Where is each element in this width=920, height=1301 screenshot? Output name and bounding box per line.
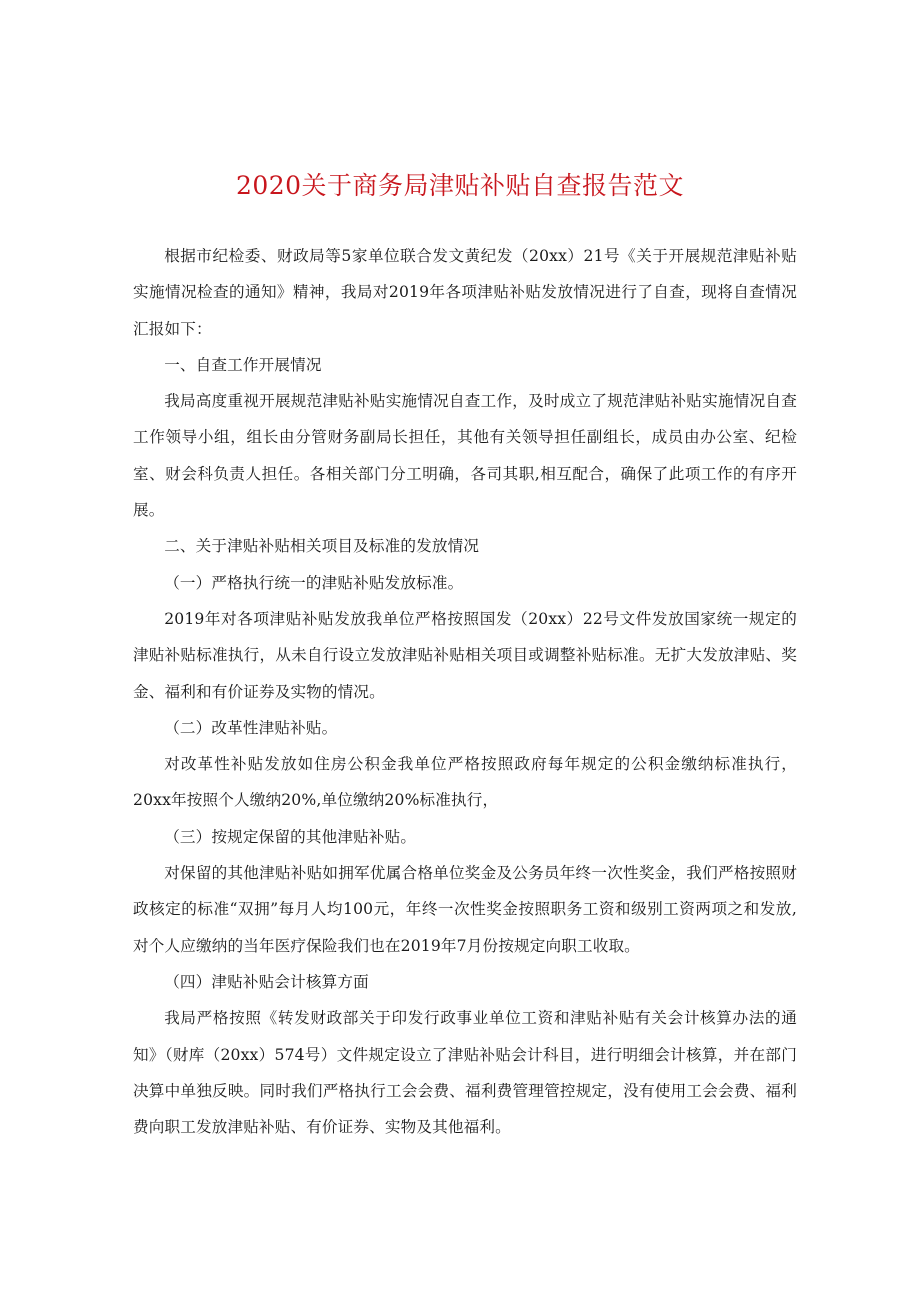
document-body — [133, 238, 797, 1145]
subsection-heading-2: （二）改革性津贴补贴。 — [164, 718, 338, 737]
subsection-1-paragraph: 2019年对各项津贴补贴发放我单位严格按照国发（20xx）22号文件发放国家统一规定的津贴补贴标准执行，从未自行设立发放津贴补贴相关项目或调整补贴标准。无扩大发放津贴、奖金、福利和有价证券及实物的情况。 — [133, 609, 797, 701]
document-title: 2020关于商务局津贴补贴自查报告范文 — [235, 171, 685, 200]
subsection-3-paragraph: 对保留的其他津贴补贴如拥军优属合格单位奖金及公务员年终一次性奖金，我们严格按照财政核定的标准“双拥”每月人均100元，年终一次性奖金按照职务工资和级别工资两项之和发放,对个人应缴纳的当年医疗保险我们也在2019年7月份按规定向职工收取。 — [133, 864, 797, 955]
subsection-heading-4: （四）津贴补贴会计核算方面 — [164, 972, 369, 991]
section-1-paragraph: 我局高度重视开展规范津贴补贴实施情况自查工作，及时成立了规范津贴补贴实施情况自查工作领导小组，组长由分管财务副局长担任，其他有关领导担任副组长，成员由办公室、纪检室、财会科负责人担任。各相关部门分工明确，各司其职,相互配合，确保了此项工作的有序开展。 — [133, 392, 797, 520]
subsection-heading-3: （三）按规定保留的其他津贴补贴。 — [164, 827, 417, 846]
section-heading-1: 一、自查工作开展情况 — [164, 355, 322, 374]
subsection-2-paragraph: 对改革性补贴发放如住房公积金我单位严格按照政府每年规定的公积金缴纳标准执行，20xx年按照个人缴纳20%,单位缴纳20%标准执行， — [133, 755, 797, 810]
subsection-heading-1: （一）严格执行统一的津贴补贴发放标准。 — [164, 573, 464, 592]
section-heading-2: 二、关于津贴补贴相关项目及标准的发放情况 — [164, 537, 480, 556]
intro-paragraph: 根据市纪检委、财政局等5家单位联合发文黄纪发（20xx）21号《关于开展规范津贴补贴实施情况检查的通知》精神，我局对2019年各项津贴补贴发放情况进行了自查，现将自查情况汇报如下： — [133, 247, 797, 338]
subsection-4-paragraph: 我局严格按照《转发财政部关于印发行政事业单位工资和津贴补贴有关会计核算办法的通知》（财库（20xx）574号）文件规定设立了津贴补贴会计科目，进行明细会计核算，并在部门决算中单独反映。同时我们严格执行工会会费、福利费管理管控规定，没有使用工会会费、福利费向职工发放津贴补贴、有价证券、实物及其他福利。 — [133, 1009, 797, 1137]
